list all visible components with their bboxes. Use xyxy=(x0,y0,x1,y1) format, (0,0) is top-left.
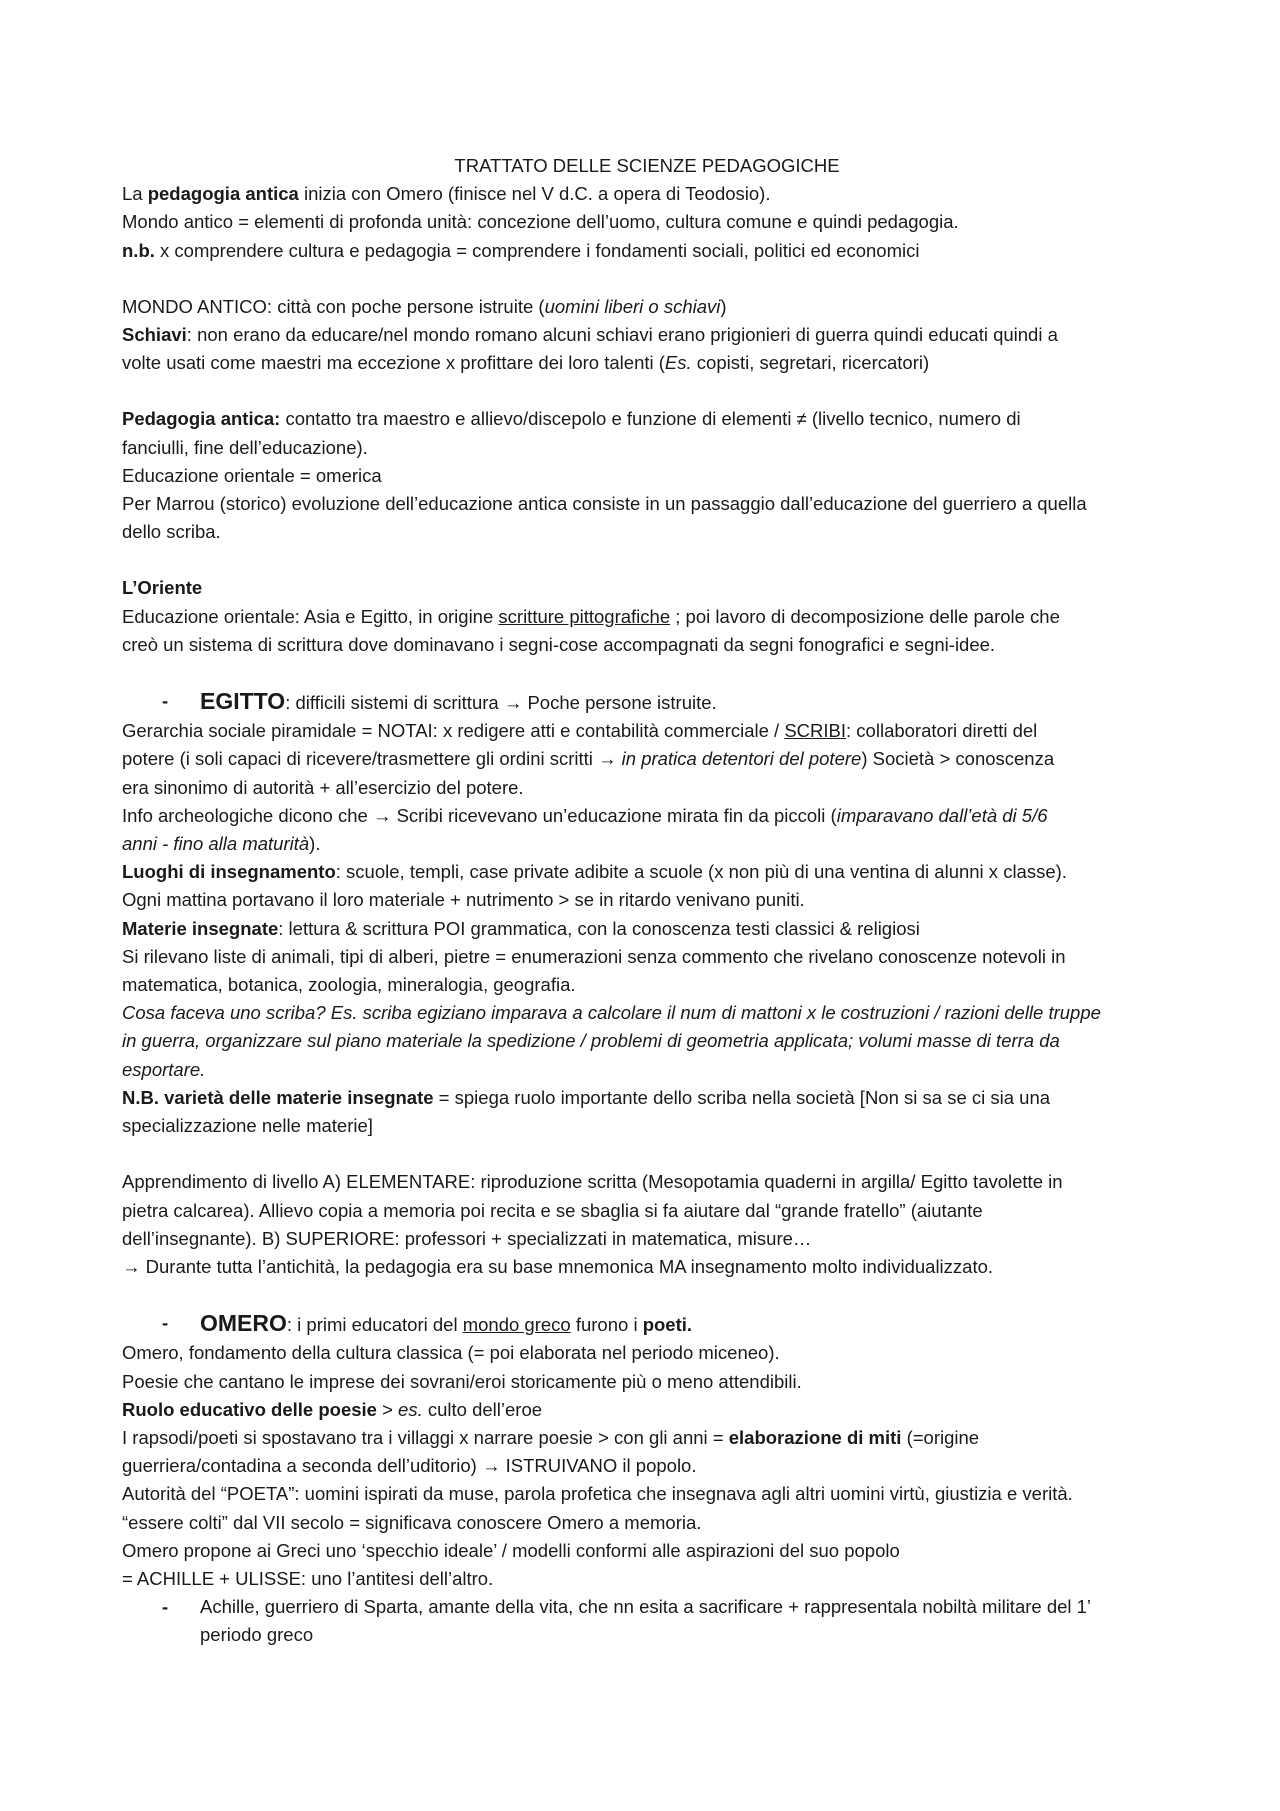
paragraph: Educazione orientale = omerica xyxy=(122,464,382,486)
paragraph: guerriera/contadina a seconda dell’uditorio) → ISTRUIVANO il popolo. xyxy=(122,1455,697,1477)
paragraph: specializzazione nelle materie] xyxy=(122,1115,373,1137)
paragraph: potere (i soli capaci di ricevere/trasmettere gli ordini scritti → in pratica detentori del potere) Società > conoscenza xyxy=(122,748,1055,770)
paragraph: Pedagogia antica: contatto tra maestro e allievo/discepolo e funzione di elementi ≠ (livello tecnico, numero di xyxy=(122,408,1021,430)
paragraph: = ACHILLE + ULISSE: uno l’antitesi dell’altro. xyxy=(122,1567,494,1589)
paragraph: Luoghi di insegnamento: scuole, templi, case private adibite a scuole (x non più di una ventina di alunni x classe). xyxy=(122,861,1067,883)
arrow-icon: → xyxy=(503,692,523,714)
paragraph: La pedagogia antica inizia con Omero (finisce nel V d.C. a opera di Teodosio). xyxy=(122,183,771,205)
paragraph: Autorità del “POETA”: uomini ispirati da muse, parola profetica che insegnava agli altri uomini virtù, giustizia e verità. xyxy=(122,1483,1073,1505)
paragraph: pietra calcarea). Allievo copia a memoria poi recita e se sbaglia si fa aiutare dal “grande fratello” (aiutante xyxy=(122,1199,983,1221)
paragraph: matematica, botanica, zoologia, mineralogia, geografia. xyxy=(122,974,576,996)
paragraph: N.B. varietà delle materie insegnate = spiega ruolo importante dello scriba nella società [Non si sa se ci sia una xyxy=(122,1086,1051,1108)
list-item-achille: - Achille, guerriero di Sparta, amante della vita, che nn esita a sacrificare + rappresentala nobiltà militare del 1’ periodo greco xyxy=(162,1596,1092,1646)
paragraph: Educazione orientale: Asia e Egitto, in origine scritture pittografiche ; poi lavoro di decomposizione delle parole che xyxy=(122,605,1060,627)
paragraph: dell’insegnante). B) SUPERIORE: professori + specializzati in matematica, misure… xyxy=(122,1227,812,1249)
paragraph: Materie insegnate: lettura & scrittura POI grammatica, con la conoscenza testi classici & religiosi xyxy=(122,917,920,939)
paragraph: volte usati come maestri ma eccezione x profittare dei loro talenti (Es. copisti, segretari, ricercatori) xyxy=(122,352,930,374)
paragraph: esportare. xyxy=(122,1058,206,1080)
paragraph: Omero propone ai Greci uno ‘specchio ideale’ / modelli conformi alle aspirazioni del suo popolo xyxy=(122,1539,900,1561)
paragraph: n.b. x comprendere cultura e pedagogia = comprendere i fondamenti sociali, politici ed economici xyxy=(122,239,920,261)
paragraph: fanciulli, fine dell’educazione). xyxy=(122,436,368,458)
paragraph: I rapsodi/poeti si spostavano tra i villaggi x narrare poesie > con gli anni = elaborazione di miti (=origine xyxy=(122,1426,980,1448)
paragraph: Omero, fondamento della cultura classica (= poi elaborata nel periodo miceneo). xyxy=(122,1342,780,1364)
document-body xyxy=(122,152,1172,1650)
paragraph: Schiavi: non erano da educare/nel mondo romano alcuni schiavi erano prigionieri di guerra quindi educati quindi a xyxy=(122,324,1058,346)
paragraph: Ruolo educativo delle poesie > es. culto dell’eroe xyxy=(122,1398,543,1420)
paragraph: Cosa faceva uno scriba? Es. scriba egiziano imparava a calcolare il num di mattoni x le costruzioni / razioni delle truppe xyxy=(122,1002,1101,1024)
arrow-icon: → xyxy=(598,748,617,770)
section-heading: L’Oriente xyxy=(122,577,203,599)
arrow-icon: → xyxy=(372,804,392,826)
document-title: TRATTATO DELLE SCIENZE PEDAGOGICHE xyxy=(454,155,840,176)
arrow-icon: → xyxy=(122,1255,141,1277)
paragraph: era sinonimo di autorità + all’esercizio del potere. xyxy=(122,776,524,798)
paragraph: dello scriba. xyxy=(122,521,221,543)
paragraph: creò un sistema di scrittura dove dominavano i segni-cose accompagnati da segni fonografici e segni-idee. xyxy=(122,633,996,655)
paragraph: Mondo antico = elementi di profonda unità: concezione dell’uomo, cultura comune e quindi pedagogia. xyxy=(122,211,959,233)
paragraph: anni - fino alla maturità). xyxy=(122,833,321,855)
list-item-omero: - OMERO: i primi educatori del mondo greco furono i poeti. xyxy=(162,1310,693,1337)
paragraph: Per Marrou (storico) evoluzione dell’educazione antica consiste in un passaggio dall’educazione del guerriero a quella xyxy=(122,493,1087,515)
paragraph: → Durante tutta l’antichità, la pedagogia era su base mnemonica MA insegnamento molto individualizzato. xyxy=(122,1255,994,1277)
paragraph: MONDO ANTICO: città con poche persone istruite (uomini liberi o schiavi) xyxy=(122,295,727,317)
paragraph: “essere colti” dal VII secolo = significava conoscere Omero a memoria. xyxy=(122,1511,702,1533)
paragraph: in guerra, organizzare sul piano materiale la spedizione / problemi di geometria applicata; volumi masse di terra da xyxy=(122,1030,1060,1052)
paragraph: Apprendimento di livello A) ELEMENTARE: riproduzione scritta (Mesopotamia quaderni in argilla/ Egitto tavolette in xyxy=(122,1171,1063,1193)
paragraph: Si rilevano liste di animali, tipi di alberi, pietre = enumerazioni senza commento che rivelano conoscenze notevoli in xyxy=(122,945,1066,967)
paragraph: Gerarchia sociale piramidale = NOTAI: x redigere atti e contabilità commerciale / SCRIBI: collaboratori diretti del xyxy=(122,720,1038,742)
paragraph: Info archeologiche dicono che → Scribi ricevevano un’educazione mirata fin da piccoli (imparavano dall’età di 5/6 xyxy=(122,804,1048,826)
paragraph: Ogni mattina portavano il loro materiale + nutrimento > se in ritardo venivano puniti. xyxy=(122,889,805,911)
arrow-icon: → xyxy=(481,1455,501,1477)
paragraph: Poesie che cantano le imprese dei sovrani/eroi storicamente più o meno attendibili. xyxy=(122,1370,802,1392)
list-item-egitto: - EGITTO: difficili sistemi di scrittura → Poche persone istruite. xyxy=(162,688,717,715)
